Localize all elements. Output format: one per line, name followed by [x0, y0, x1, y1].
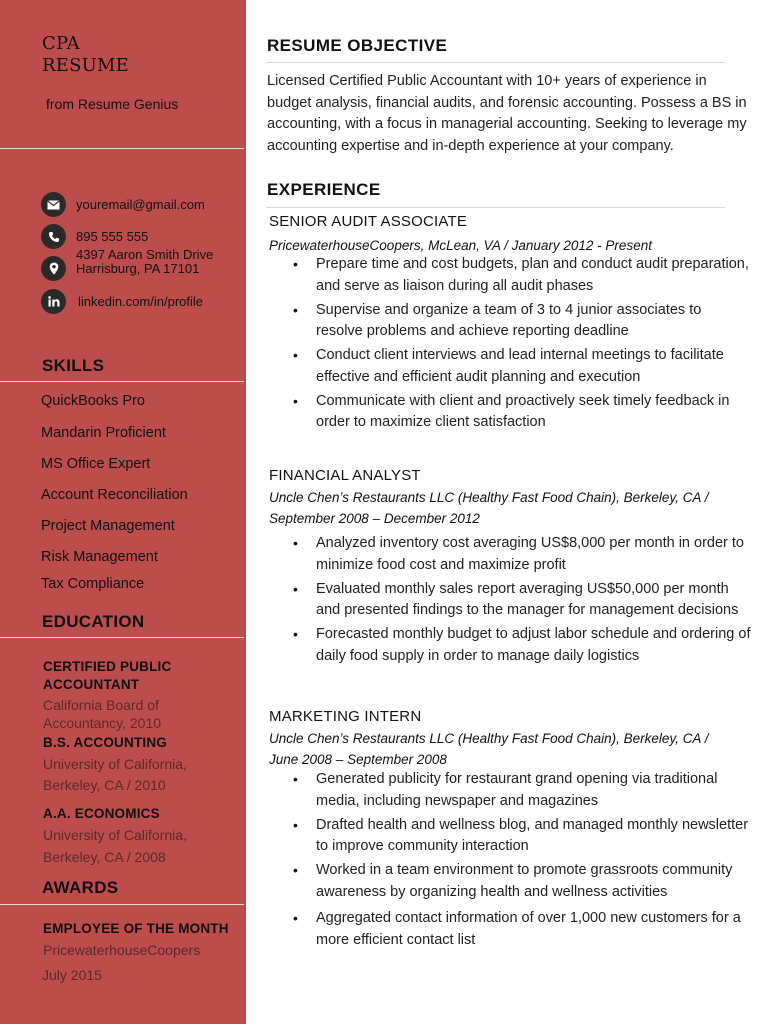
objective-divider [266, 62, 725, 63]
address-text: 4397 Aaron Smith Drive Harrisburg, PA 17101 [76, 247, 214, 276]
job-title: SENIOR AUDIT ASSOCIATE [269, 213, 468, 230]
job-bullets [316, 769, 752, 954]
job-meta: Uncle Chen’s Restaurants LLC (Healthy Fast Food Chain), Berkeley, CA / September 2008 – December 2012 [269, 490, 709, 526]
job-bullet: • Prepare time and cost budgets, plan and conduct audit preparation, and serve as liaison during all audit phases [316, 254, 752, 297]
experience-divider [266, 207, 725, 208]
objective-text: Licensed Certified Public Accountant with 10+ years of experience in budget analysis, financial audits, and forensic accounting. Possess a BS in accounting, with a focus in managerial accounting. Seeking to leverage my accounting expertise and in-depth experience at your company. [267, 73, 747, 155]
job-bullets [316, 533, 752, 670]
sidebar-divider [0, 148, 244, 149]
job-bullet: • Analyzed inventory cost averaging US$8,000 per month in order to minimize food cost and maximize profit [316, 533, 752, 576]
award-date: July 2015 [42, 967, 102, 983]
skill-item: Mandarin Proficient [41, 425, 166, 441]
job-bullet: • Forecasted monthly budget to adjust labor schedule and ordering of daily food supply in order to manage daily logistics [316, 624, 752, 667]
job-bullets [316, 254, 752, 436]
education-degree: ACCOUNTANT [43, 677, 140, 692]
job-title: FINANCIAL ANALYST [269, 467, 421, 484]
job-bullet: • Conduct client interviews and lead internal meetings to facilitate effective and efficient audit planning and execution [316, 345, 752, 388]
awards-heading: AWARDS [42, 878, 119, 897]
phone-text: 895 555 555 [76, 228, 149, 244]
skills-heading: SKILLS [42, 356, 105, 375]
contact-email[interactable] [41, 192, 205, 217]
name-line-1: CPA [42, 33, 80, 54]
education-degree: A.A. ECONOMICS [43, 806, 160, 821]
education-heading: EDUCATION [42, 612, 145, 631]
award-title: EMPLOYEE OF THE MONTH [43, 921, 229, 936]
education-school: Berkeley, CA / 2010 [43, 777, 166, 793]
skill-item: Account Reconciliation [41, 487, 188, 503]
contact-linkedin[interactable] [41, 289, 203, 314]
job-meta: Uncle Chen’s Restaurants LLC (Healthy Fast Food Chain), Berkeley, CA / June 2008 – September 2008 [269, 731, 709, 767]
education-divider [0, 637, 244, 638]
education-school: University of California, [43, 827, 187, 843]
skills-divider [0, 381, 244, 382]
objective-heading: RESUME OBJECTIVE [267, 36, 448, 55]
resume-name [42, 33, 129, 77]
skill-item: Tax Compliance [41, 576, 145, 592]
job-bullet: • Evaluated monthly sales report averaging US$50,000 per month and presented findings to the manager for management decisions [316, 579, 752, 622]
skill-item: MS Office Expert [41, 456, 151, 472]
resume-source: from Resume Genius [46, 96, 179, 112]
skill-item: Project Management [41, 518, 175, 534]
job-bullet: • Worked in a team environment to promote grassroots community awareness by organizing health and wellness activities [316, 860, 752, 903]
job-bullet: • Aggregated contact information of over 1,000 new customers for a more efficient contact list [316, 908, 752, 951]
contact-address [41, 248, 216, 281]
job-bullet: • Communicate with client and proactively seek timely feedback in order to maximize client satisfaction [316, 391, 752, 434]
skill-item: QuickBooks Pro [41, 393, 145, 409]
job-title: MARKETING INTERN [269, 708, 422, 725]
education-school: University of California, [43, 756, 187, 772]
education-degree: CERTIFIED PUBLIC [43, 659, 172, 674]
education-school: California Board of [43, 697, 159, 713]
education-degree: B.S. ACCOUNTING [43, 735, 167, 750]
sidebar [0, 0, 246, 1024]
job-bullet: • Drafted health and wellness blog, and managed monthly newsletter to improve community interaction [316, 815, 752, 858]
linkedin-icon [41, 289, 66, 314]
award-org: PricewaterhouseCoopers [43, 942, 201, 958]
email-text: youremail@gmail.com [76, 196, 205, 212]
awards-divider [0, 904, 244, 905]
linkedin-text: linkedin.com/in/profile [78, 293, 204, 309]
phone-icon [41, 224, 66, 249]
job-bullet: • Generated publicity for restaurant grand opening via traditional media, including newspaper and magazines [316, 769, 752, 812]
job-meta: PricewaterhouseCoopers, McLean, VA / January 2012 - Present [269, 238, 652, 253]
education-school: Berkeley, CA / 2008 [43, 849, 166, 865]
email-icon [41, 192, 66, 217]
education-school: Accountancy, 2010 [43, 715, 162, 731]
location-pin-icon [41, 256, 66, 281]
name-line-2: RESUME [42, 55, 129, 76]
experience-heading: EXPERIENCE [267, 180, 381, 199]
job-bullet: • Supervise and organize a team of 3 to 4 junior associates to resolve problems and achieve reporting deadline [316, 300, 752, 343]
skill-item: Risk Management [41, 549, 158, 565]
contact-phone[interactable] [41, 224, 148, 249]
